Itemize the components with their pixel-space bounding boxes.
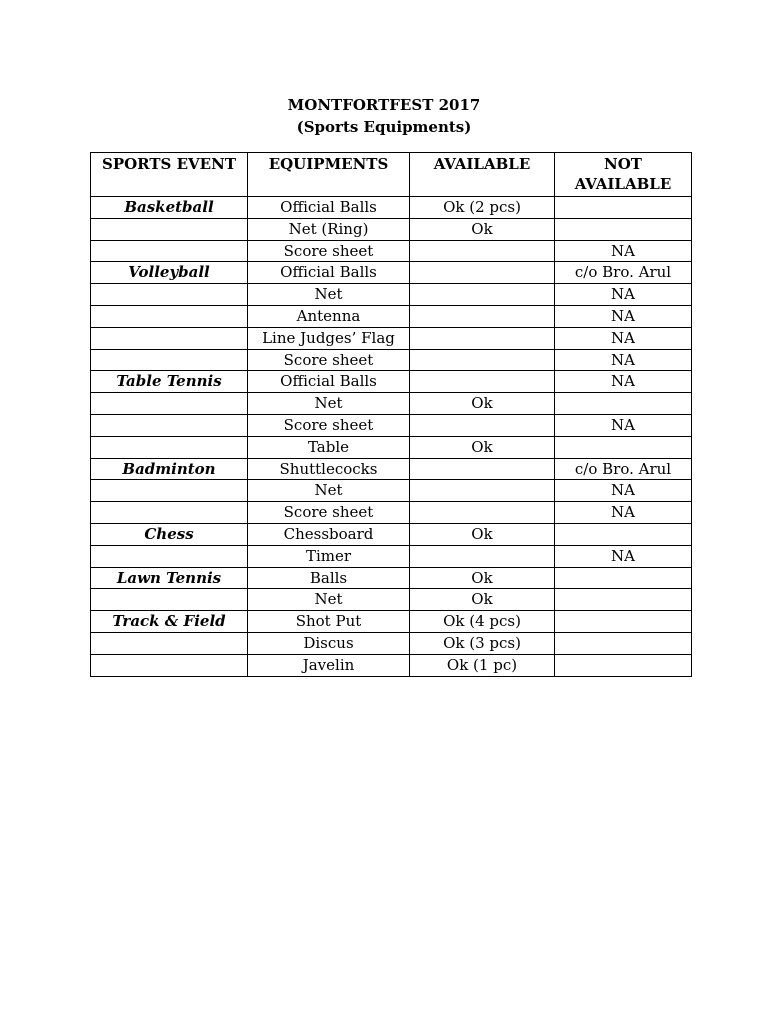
not-available-cell: NA [555, 545, 692, 567]
sports-event-cell: Table Tennis [91, 371, 248, 393]
equipment-cell: Official Balls [248, 262, 410, 284]
equipment-cell: Line Judges’ Flag [248, 327, 410, 349]
equipment-cell: Discus [248, 632, 410, 654]
table-row [91, 654, 692, 676]
table-row [91, 523, 692, 545]
not-available-cell [555, 197, 692, 219]
sports-event-cell [91, 589, 248, 611]
sports-event-cell [91, 327, 248, 349]
table-row [91, 414, 692, 436]
table-row [91, 197, 692, 219]
equipment-cell: Chessboard [248, 523, 410, 545]
not-available-cell [555, 654, 692, 676]
available-cell [410, 240, 555, 262]
table-row [91, 327, 692, 349]
column-header-equipments: EQUIPMENTS [248, 153, 410, 197]
available-cell: Ok (4 pcs) [410, 611, 555, 633]
table-row [91, 458, 692, 480]
table-row [91, 567, 692, 589]
sports-event-cell [91, 414, 248, 436]
sports-event-cell [91, 240, 248, 262]
not-available-cell [555, 632, 692, 654]
table-row [91, 436, 692, 458]
table-row [91, 545, 692, 567]
equipment-cell: Net [248, 589, 410, 611]
not-available-cell [555, 218, 692, 240]
available-cell [410, 545, 555, 567]
sports-event-cell: Volleyball [91, 262, 248, 284]
equipment-cell: Net [248, 284, 410, 306]
sports-event-cell: Track & Field [91, 611, 248, 633]
equipment-cell: Shot Put [248, 611, 410, 633]
available-cell: Ok (1 pc) [410, 654, 555, 676]
available-cell: Ok [410, 589, 555, 611]
equipment-cell: Net (Ring) [248, 218, 410, 240]
sports-event-cell [91, 305, 248, 327]
available-cell [410, 305, 555, 327]
table-row [91, 305, 692, 327]
not-available-cell: NA [555, 305, 692, 327]
equipment-cell: Timer [248, 545, 410, 567]
available-cell: Ok [410, 436, 555, 458]
table-row [91, 240, 692, 262]
table-row [91, 218, 692, 240]
table-row [91, 632, 692, 654]
not-available-cell: NA [555, 240, 692, 262]
table-row [91, 480, 692, 502]
column-header-sports-event: SPORTS EVENT [91, 153, 248, 197]
not-available-cell [555, 611, 692, 633]
table-header-row [91, 153, 692, 197]
equipment-cell: Score sheet [248, 349, 410, 371]
not-available-cell [555, 589, 692, 611]
equipment-cell: Shuttlecocks [248, 458, 410, 480]
available-cell: Ok (2 pcs) [410, 197, 555, 219]
not-available-cell: NA [555, 371, 692, 393]
not-available-cell: NA [555, 349, 692, 371]
sports-event-cell: Basketball [91, 197, 248, 219]
document-header [0, 94, 768, 138]
equipment-cell: Score sheet [248, 502, 410, 524]
available-cell [410, 349, 555, 371]
equipment-cell: Table [248, 436, 410, 458]
not-available-cell: NA [555, 284, 692, 306]
equipment-cell: Score sheet [248, 240, 410, 262]
available-cell [410, 284, 555, 306]
available-cell: Ok [410, 218, 555, 240]
equipment-cell: Balls [248, 567, 410, 589]
sports-event-cell: Lawn Tennis [91, 567, 248, 589]
column-header-not-available: NOT AVAILABLE [555, 153, 692, 197]
available-cell [410, 371, 555, 393]
document-subtitle: (Sports Equipments) [296, 118, 472, 136]
table-row [91, 393, 692, 415]
not-available-cell: c/o Bro. Arul [555, 262, 692, 284]
table-row [91, 611, 692, 633]
not-available-cell [555, 436, 692, 458]
equipment-cell: Official Balls [248, 371, 410, 393]
sports-event-cell [91, 218, 248, 240]
not-available-cell [555, 523, 692, 545]
sports-event-cell [91, 393, 248, 415]
not-available-cell [555, 567, 692, 589]
sports-event-cell [91, 654, 248, 676]
equipment-cell: Score sheet [248, 414, 410, 436]
not-available-cell: NA [555, 414, 692, 436]
sports-event-cell [91, 349, 248, 371]
sports-event-cell [91, 284, 248, 306]
column-header-available: AVAILABLE [410, 153, 555, 197]
not-available-cell [555, 393, 692, 415]
equipment-cell: Net [248, 480, 410, 502]
sports-event-cell: Chess [91, 523, 248, 545]
not-available-cell: c/o Bro. Arul [555, 458, 692, 480]
available-cell: Ok [410, 567, 555, 589]
available-cell: Ok [410, 523, 555, 545]
available-cell [410, 502, 555, 524]
available-cell [410, 262, 555, 284]
table-row [91, 284, 692, 306]
table-row [91, 589, 692, 611]
table-row [91, 371, 692, 393]
available-cell: Ok [410, 393, 555, 415]
equipment-cell: Official Balls [248, 197, 410, 219]
not-available-cell: NA [555, 480, 692, 502]
sports-event-cell [91, 502, 248, 524]
equipment-cell: Javelin [248, 654, 410, 676]
table-row [91, 262, 692, 284]
available-cell [410, 458, 555, 480]
available-cell: Ok (3 pcs) [410, 632, 555, 654]
equipment-cell: Net [248, 393, 410, 415]
sports-event-cell [91, 545, 248, 567]
not-available-cell: NA [555, 327, 692, 349]
sports-event-cell [91, 436, 248, 458]
table-row [91, 502, 692, 524]
table-body [91, 197, 692, 677]
available-cell [410, 414, 555, 436]
sports-event-cell [91, 480, 248, 502]
equipment-table [90, 152, 692, 677]
available-cell [410, 327, 555, 349]
available-cell [410, 480, 555, 502]
not-available-cell: NA [555, 502, 692, 524]
equipment-cell: Antenna [248, 305, 410, 327]
document-title: MONTFORTFEST 2017 [287, 96, 481, 114]
sports-event-cell: Badminton [91, 458, 248, 480]
sports-event-cell [91, 632, 248, 654]
table-row [91, 349, 692, 371]
